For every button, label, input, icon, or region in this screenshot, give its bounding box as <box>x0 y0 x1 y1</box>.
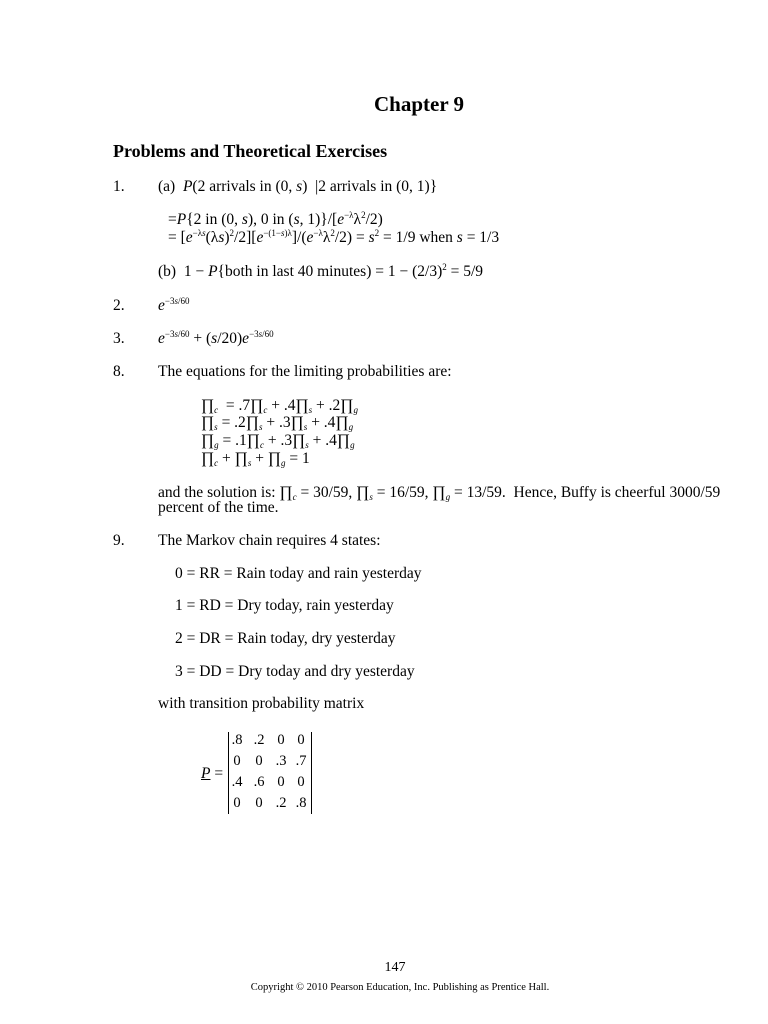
matrix-cell: .2 <box>275 795 287 811</box>
problem-9-intro: The Markov chain requires 4 states: <box>158 532 381 549</box>
problem-8-intro: The equations for the limiting probabilities are: <box>158 363 452 380</box>
problem-1a-line: (a) P(2 arrivals in (0, s) |2 arrivals in (0, 1)} <box>158 178 438 195</box>
problem-8-equation-1: $\prod_c$ = $.7\prod_c$ + $.4\prod_s$ + $.2\prod_g$ <box>201 397 358 415</box>
problem-1-number: 1. <box>113 178 125 195</box>
matrix-cell: .6 <box>253 774 265 790</box>
matrix-cell: .3 <box>275 753 287 769</box>
matrix-cell: 0 <box>297 774 305 790</box>
problem-1a-step1: =P{2 in (0, s), 0 in (s, $1)\}/[e^{-\lambda}\lambda^2/2)$ <box>168 210 383 228</box>
problem-8-equation-4: $\prod_c$ + $\prod_s$ + $\prod_g = 1$ <box>201 450 310 468</box>
problem-1a-step2: = $[e^{-\lambda s}(\lambda s)^2/2][e^{-(1-s)\lambda}]/(e^{-\lambda}\lambda^2/2) = s^2 = 1/9$ when s = 1/3 <box>168 228 500 246</box>
problem-3-number: 3. <box>113 330 125 347</box>
problem-8-number: 8. <box>113 363 125 380</box>
matrix-cell: 0 <box>255 753 263 769</box>
matrix-cell: .8 <box>231 732 243 748</box>
page-number: 147 <box>384 960 406 975</box>
problem-8-solution-line-1: and the solution is: $\prod_c = 30/59$, $\prod_s = 16/59$, $\prod_g = 13/59$. Hence, Buffy is cheerful 3000/59 <box>158 484 721 502</box>
matrix-cell: 0 <box>297 732 305 748</box>
problem-9-state-1: 1 = RD = Dry today, rain yesterday <box>175 597 394 614</box>
problem-9-matrix-intro: with transition probability matrix <box>158 695 365 712</box>
problem-1b-line: (b) 1 − P{both in last 40 minutes) = $1 - (2/3)^2 = 5/9$ <box>158 262 484 280</box>
matrix-cell: .8 <box>295 795 307 811</box>
problem-2-answer: $e^{-3s/60}$ <box>158 296 190 314</box>
problem-9-state-3: 3 = DD = Dry today and dry yesterday <box>175 663 415 680</box>
chapter-title: Chapter 9 <box>373 92 465 116</box>
problem-3-answer: $e^{-3s/60} + (s/20)e^{-3s/60}$ <box>158 329 274 347</box>
matrix-cell: 0 <box>233 795 241 811</box>
matrix-cell: .2 <box>253 732 265 748</box>
problem-9-state-2: 2 = DR = Rain today, dry yesterday <box>175 630 396 647</box>
matrix-cell: 0 <box>255 795 263 811</box>
problem-9-state-0: 0 = RR = Rain today and rain yesterday <box>175 565 422 582</box>
copyright-notice: Copyright © 2010 Pearson Education, Inc. Publishing as Prentice Hall. <box>250 982 550 993</box>
problem-8-equation-2: $\prod_s$ = $.2\prod_s$ + $.3\prod_s$ + $.4\prod_g$ <box>201 414 354 432</box>
matrix-cell: 0 <box>233 753 241 769</box>
transition-matrix <box>228 732 312 814</box>
problem-2-number: 2. <box>113 297 125 314</box>
matrix-cell: .7 <box>295 753 307 769</box>
matrix-cell: 0 <box>277 732 285 748</box>
matrix-label: P = <box>201 765 224 782</box>
problem-1a-label: (a) <box>158 178 176 195</box>
matrix-cell: .4 <box>231 774 243 790</box>
problem-8-equation-3: $\prod_g$ = $.1\prod_c$ + $.3\prod_s$ + $.4\prod_g$ <box>201 432 355 450</box>
problem-8-solution-line-2: percent of the time. <box>158 499 279 516</box>
section-title: Problems and Theoretical Exercises <box>113 141 388 161</box>
matrix-cell: 0 <box>277 774 285 790</box>
problem-9-number: 9. <box>113 532 125 549</box>
